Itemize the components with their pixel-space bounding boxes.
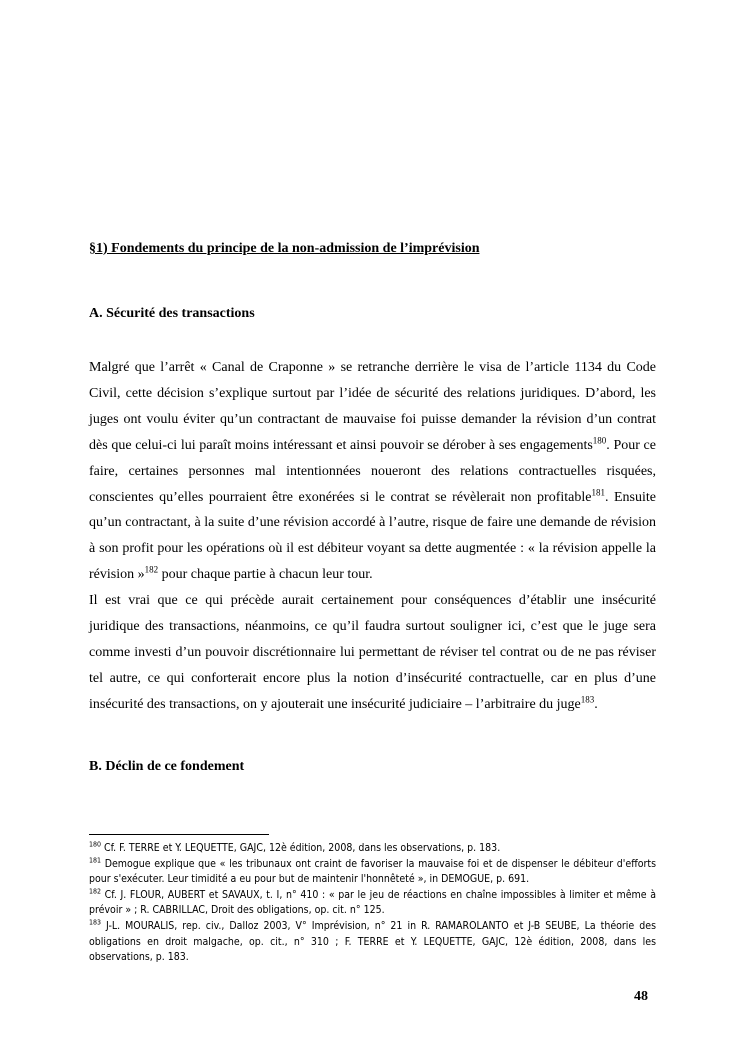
footnote-number: 181 xyxy=(89,856,102,865)
footnote-number: 183 xyxy=(89,918,102,927)
paragraph-1-part-c: . Ensuite qu’un contractant, à la suite d’une révision accordé à l’autre, risque de faire une demande de révision à son profit pour les opérations où il est débiteur voyant sa dette augmentée : « la révision appelle la révision » xyxy=(89,489,656,583)
paragraph-1-part-a: Malgré que l’arrêt « Canal de Craponne » se retranche derrière le visa de l’article 1134 du Code Civil, cette décision s’explique surtout par l’idée de sécurité des relations juridiques. D’abord, les juges ont voulu éviter qu’un contractant de mauvaise foi puisse demander la révision d’un contrat dès que celui-ci lui paraît moins intéressant et ainsi pouvoir se dérober à ses engagements xyxy=(89,360,656,453)
paragraph-1 xyxy=(89,355,656,588)
page-number: 48 xyxy=(634,989,648,1004)
footnote-number: 182 xyxy=(89,887,102,896)
subsection-heading-a: A. Sécurité des transactions xyxy=(89,306,255,321)
footnote-text: J-L. MOURALIS, rep. civ., Dalloz 2003, V° Imprévision, n° 21 in R. RAMAROLANTO et J-B SEUBE, La théorie des obligations en droit malgache, op. cit., n° 310 ; F. TERRE et Y. LEQUETTE, GAJC, 12è édition, 2008, dans les observations, p. 183. xyxy=(89,919,656,964)
footnote-ref-182[interactable]: 182 xyxy=(144,564,159,575)
paragraph-1-part-d: pour chaque partie à chacun leur tour. xyxy=(158,567,373,583)
paragraph-1-part-b: . Pour ce faire, certaines personnes mal intentionnées noueront des relations contractuelles risquées, conscientes qu’elles pourraient être exonérées si le contrat se révèlerait non profitable xyxy=(89,437,656,505)
section-heading: §1) Fondements du principe de la non-admission de l’imprévision xyxy=(89,241,480,256)
footnote-ref-183[interactable]: 183 xyxy=(580,694,595,705)
footnote-text: Cf. F. TERRE et Y. LEQUETTE, GAJC, 12è édition, 2008, dans les observations, p. 183. xyxy=(101,842,501,854)
footnotes xyxy=(89,841,656,966)
footnote-number: 180 xyxy=(89,840,102,849)
footnote-separator xyxy=(89,834,269,835)
paragraph-2-part-b: . xyxy=(594,696,598,712)
paragraph-2 xyxy=(89,588,656,718)
footnote-text: Cf. J. FLOUR, AUBERT et SAVAUX, t. I, n° 410 : « par le jeu de réactions en chaîne impossibles à limiter et même à prévoir » ; R. CABRILLAC, Droit des obligations, op. cit. n° 125. xyxy=(89,888,656,917)
body-text xyxy=(89,355,656,718)
footnote-ref-180[interactable]: 180 xyxy=(592,435,607,446)
footnote-text: Demogue explique que « les tribunaux ont craint de favoriser la mauvaise foi et de dispenser le débiteur d'efforts pour s'exécuter. Leur timidité a eu pour but de maintenir l'honnêteté », in DEMOGUE, p. 691. xyxy=(89,857,656,886)
footnote-182 xyxy=(89,888,656,919)
subsection-heading-b: B. Déclin de ce fondement xyxy=(89,759,245,774)
footnote-181 xyxy=(89,857,656,888)
footnote-ref-181[interactable]: 181 xyxy=(591,486,605,497)
paragraph-2-part-a: Il est vrai que ce qui précède aurait certainement pour conséquences d’établir une insécurité juridique des transactions, néanmoins, ce qu’il faudra surtout souligner ici, c’est que le juge sera comme investi d’un pouvoir discrétionnaire lui permettant de réviser tel contrat ou de ne pas réviser tel autre, ce qui conforterait encore plus la notion d’insécurité contractuelle, car en plus d’une insécurité des transactions, on y ajouterait une insécurité judiciaire – l’arbitraire du juge xyxy=(89,593,656,712)
footnote-183 xyxy=(89,919,656,966)
footnote-180 xyxy=(89,841,656,857)
